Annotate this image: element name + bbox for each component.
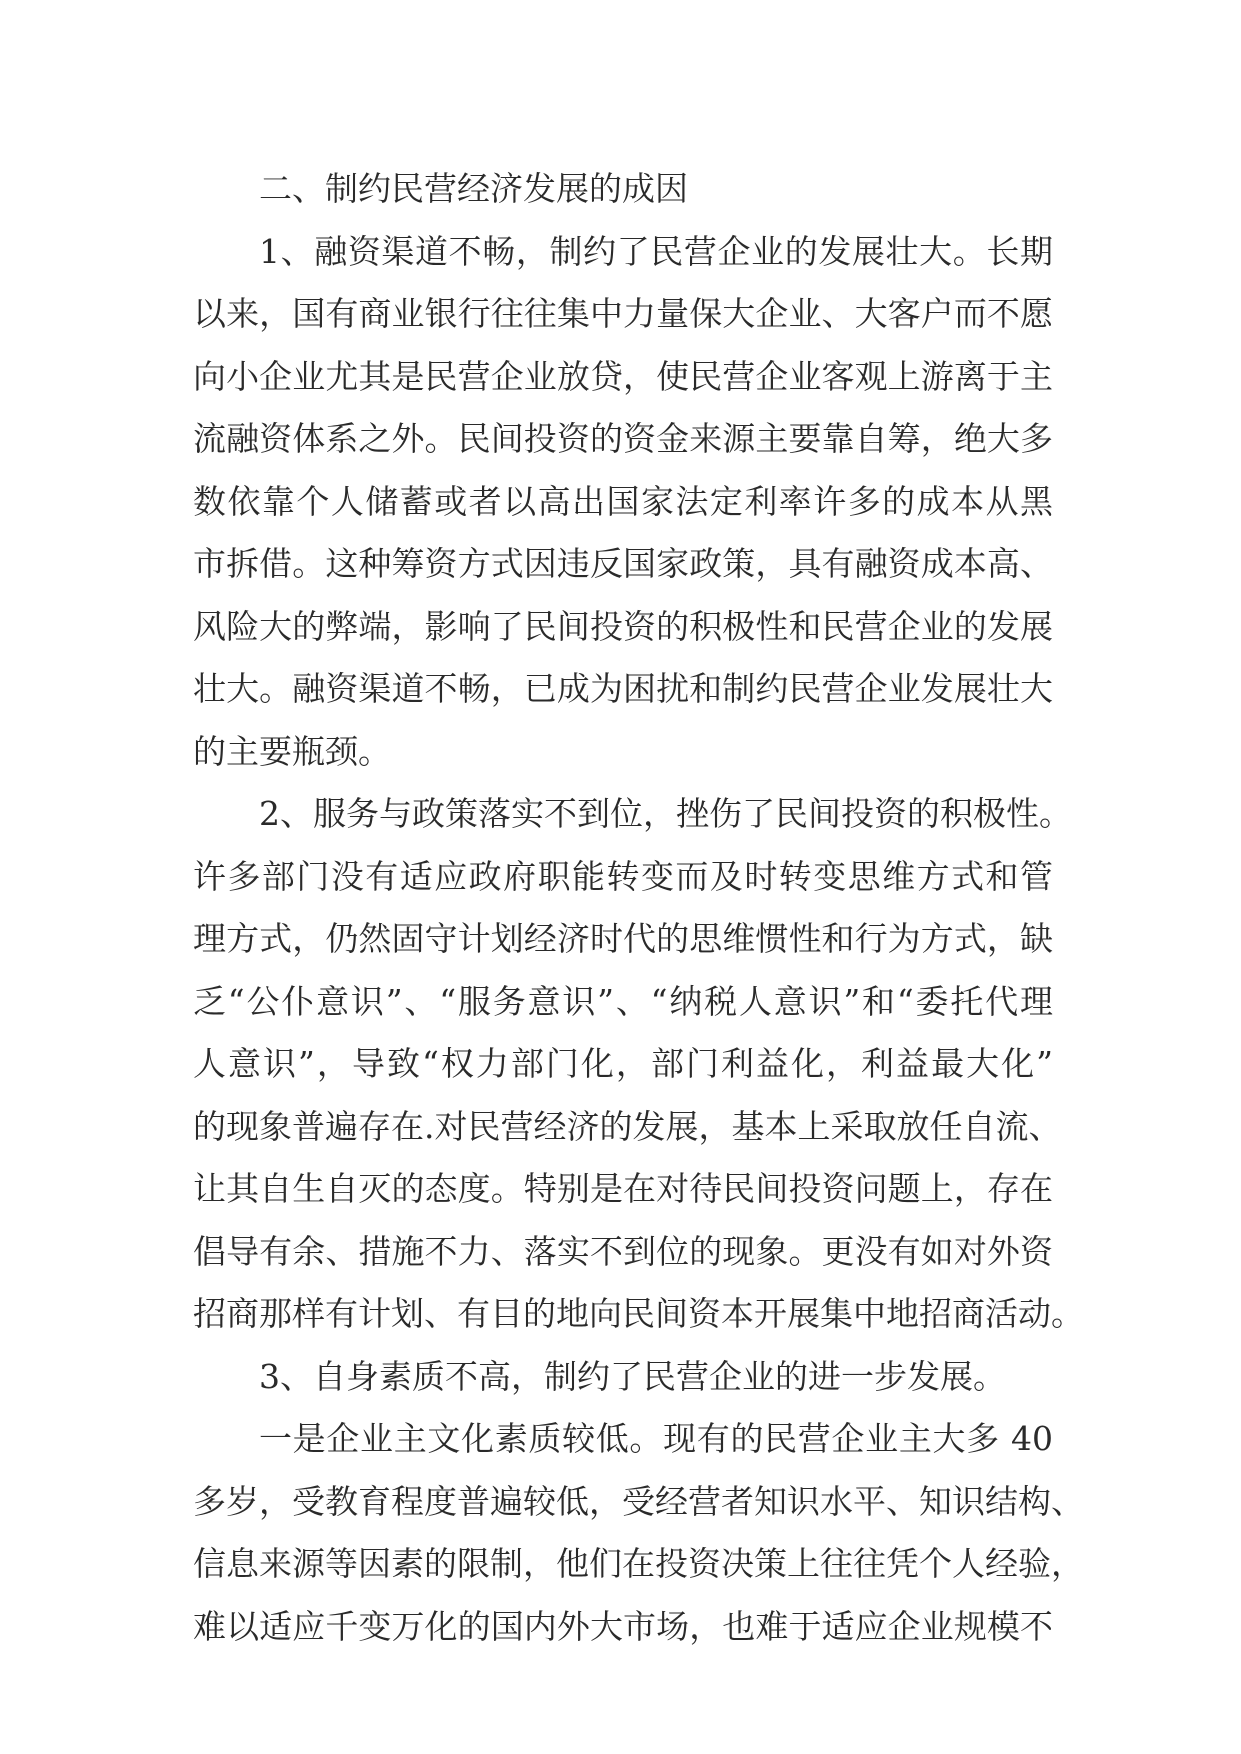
- text-line: 3、自身素质不高，制约了民营企业的进一步发展。: [259, 1356, 1006, 1396]
- text-line: 乏“公仆意识”、“服务意识”、“纳税人意识”和“委托代理: [193, 981, 1053, 1021]
- text-line: 倡导有余、措施不力、落实不到位的现象。更没有如对外资: [193, 1231, 1053, 1271]
- text-line: 信息来源等因素的限制，他们在投资决策上往往凭个人经验，: [193, 1544, 1084, 1583]
- text-line: 许多部门没有适应政府职能转变而及时转变思维方式和管: [193, 856, 1053, 896]
- text-line: 的主要瓶颈。: [193, 731, 391, 771]
- text-line: 二、制约民营经济发展的成因: [259, 169, 688, 208]
- text-line: 让其自生自灭的态度。特别是在对待民间投资问题上，存在: [193, 1169, 1053, 1208]
- text-line: 以来，国有商业银行往往集中力量保大企业、大客户而不愿: [193, 294, 1053, 333]
- text-line: 2、服务与政策落实不到位，挫伤了民间投资的积极性。: [259, 794, 1072, 833]
- text-line: 一是企业主文化素质较低。现有的民营企业主大多 40: [259, 1419, 1053, 1458]
- text-line: 1、融资渠道不畅，制约了民营企业的发展壮大。长期: [259, 231, 1053, 271]
- text-line: 市拆借。这种筹资方式因违反国家政策，具有融资成本高、: [193, 544, 1053, 583]
- text-line: 人意识”，导致“权力部门化，部门利益化，利益最大化”: [193, 1044, 1053, 1083]
- text-line: 数依靠个人储蓄或者以高出国家法定利率许多的成本从黑: [193, 481, 1053, 521]
- text-line: 向小企业尤其是民营企业放贷，使民营企业客观上游离于主: [193, 356, 1053, 396]
- text-line: 多岁，受教育程度普遍较低，受经营者知识水平、知识结构、: [193, 1481, 1084, 1521]
- text-line: 壮大。融资渠道不畅，已成为困扰和制约民营企业发展壮大: [193, 669, 1053, 708]
- document-body: [193, 158, 1084, 1658]
- text-line: 的现象普遍存在.对民营经济的发展，基本上采取放任自流、: [193, 1106, 1062, 1146]
- text-line: 招商那样有计划、有目的地向民间资本开展集中地招商活动。: [193, 1294, 1084, 1333]
- text-line: 风险大的弊端，影响了民间投资的积极性和民营企业的发展: [193, 606, 1053, 646]
- text-line: 流融资体系之外。民间投资的资金来源主要靠自筹，绝大多: [193, 419, 1053, 458]
- text-line: 难以适应千变万化的国内外大市场，也难于适应企业规模不: [193, 1606, 1053, 1646]
- text-line: 理方式，仍然固守计划经济时代的思维惯性和行为方式，缺: [193, 919, 1053, 958]
